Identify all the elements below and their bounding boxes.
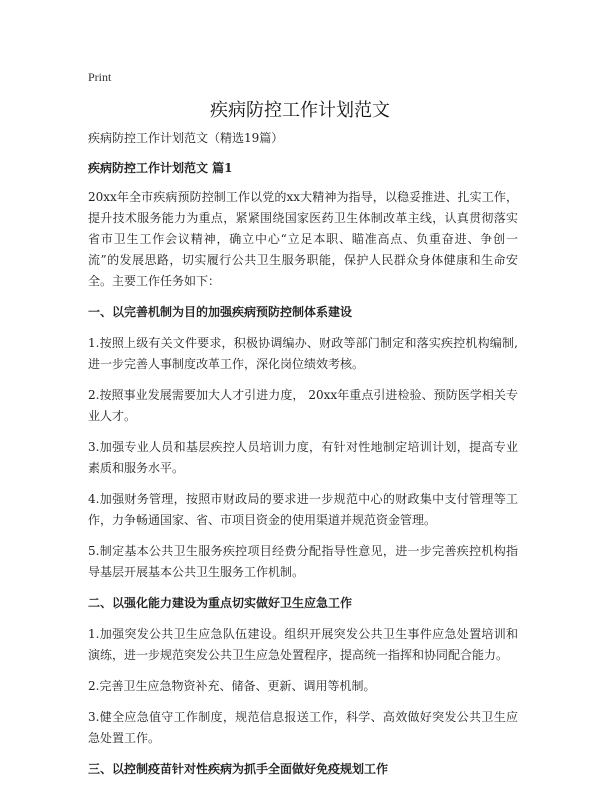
page-title: 疾病防控工作计划范文: [210, 100, 390, 121]
print-link[interactable]: Print: [88, 70, 112, 84]
intro-paragraph: 20xx年全市疾病预防控制工作以党的xx大精神为指导，以稳妥推进、扎实工作，提升技术服务能力为重点，紧紧围绕国家医药卫生体制改革主线，认真贯彻落实省市卫生工作会议精神，确立中心“立足本职、瞄准高点、负重奋进、争创一流”的发展思路，切实履行公共卫生服务职能，保护人民群众身体健康和生命安全。主要工作任务如下：: [88, 190, 518, 288]
list-item: 4.加强财务管理，按照市财政局的要求进一步规范中心的财政集中支付管理等工作，力争畅通国家、省、市项目资金的使用渠道并规范资金管理。: [88, 492, 518, 527]
document-subtitle: 疾病防控工作计划范文（精选19篇）: [88, 131, 284, 145]
article-title: 疾病防控工作计划范文 篇1: [88, 161, 233, 175]
document-body: [88, 128, 518, 790]
section-heading-2: 二、以强化能力建设为重点切实做好卫生应急工作: [88, 596, 353, 610]
list-item: 5.制定基本公共卫生服务疾控项目经费分配指导性意见，进一步完善疾控机构指导基层开展基本公共卫生服务工作机制。: [88, 544, 518, 579]
list-item: 3.加强专业人员和基层疾控人员培训力度，有针对性地制定培训计划，提高专业素质和服务水平。: [88, 440, 518, 475]
list-item: 2.完善卫生应急物资补充、储备、更新、调用等机制。: [88, 679, 376, 693]
section-heading-3: 三、以控制疫苗针对性疾病为抓手全面做好免疫规划工作: [88, 762, 389, 776]
list-item: 1.加强突发公共卫生应急队伍建设。组织开展突发公共卫生事件应急处置培训和演练，进一步规范突发公共卫生应急处置程序，提高统一指挥和协同配合能力。: [88, 627, 518, 662]
list-item: 3.健全应急值守工作制度，规范信息报送工作，科学、高效做好突发公共卫生应急处置工作。: [88, 710, 518, 745]
list-item: 1.按照上级有关文件要求，积极协调编办、财政等部门制定和落实疾控机构编制,进一步完善人事制度改革工作，深化岗位绩效考核。: [88, 336, 518, 371]
section-heading-1: 一、以完善机制为目的加强疾病预防控制体系建设: [88, 305, 353, 319]
list-item: 2.按照事业发展需要加大人才引进力度， 20xx年重点引进检验、预防医学相关专业人才。: [88, 388, 518, 423]
